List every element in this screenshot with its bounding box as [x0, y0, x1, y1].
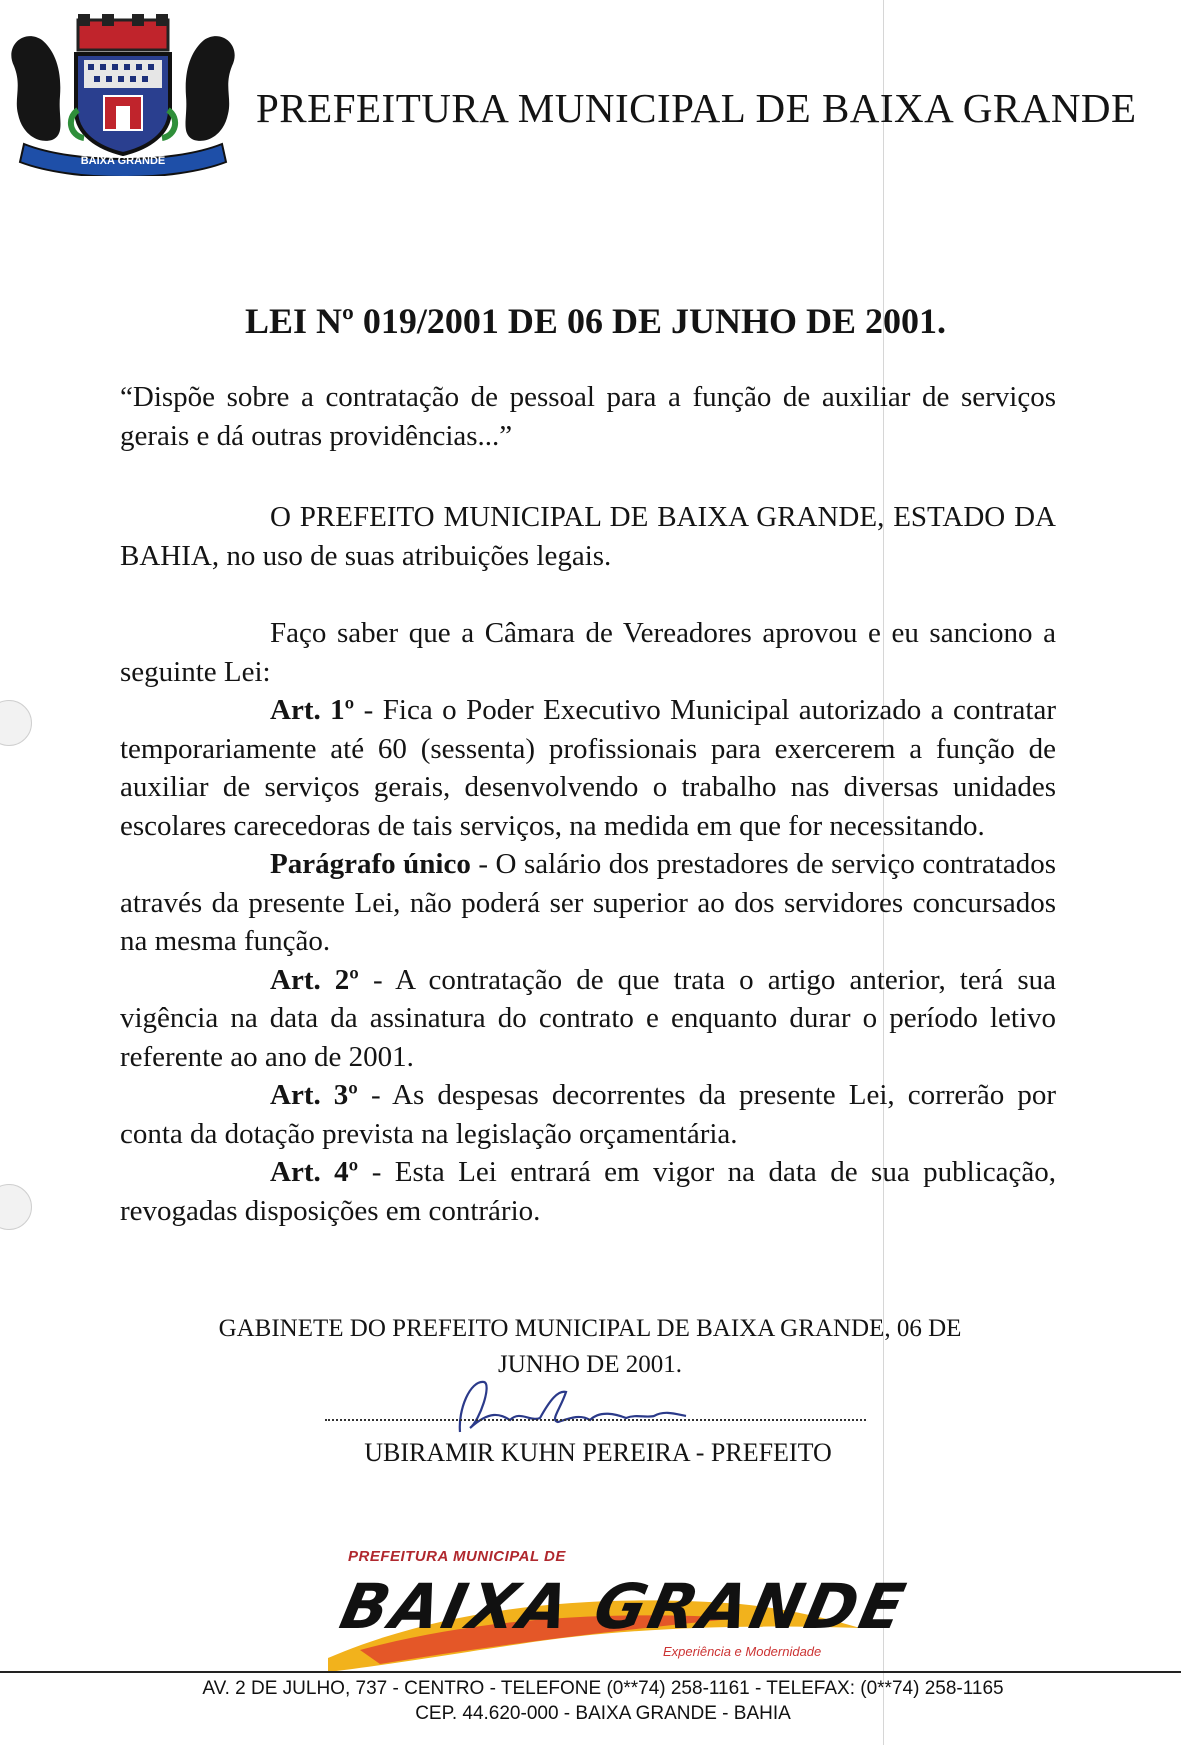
logo-tagline: Experiência e Modernidade [663, 1644, 822, 1659]
article-label: Art. 4º [270, 1156, 359, 1188]
law-title: LEI Nº 019/2001 DE 06 DE JUNHO DE 2001. [245, 301, 946, 341]
sole-paragraph [120, 845, 1056, 961]
preamble: O PREFEITO MUNICIPAL DE BAIXA GRANDE, ESTADO DA BAHIA, no uso de suas atribuições legais. [120, 501, 1056, 572]
ementa: “Dispõe sobre a contratação de pessoal para a função de auxiliar de serviços gerais e dá outras providências...” [120, 381, 1056, 452]
article-label: Art. 3º [270, 1079, 358, 1111]
municipal-crest-icon [4, 6, 242, 176]
logo-top-text: PREFEITURA MUNICIPAL DE [348, 1548, 566, 1565]
article-label: Art. 1º [270, 694, 355, 726]
enactment-clause: Faço saber que a Câmara de Vereadores aprovou e eu sanciono a seguinte Lei: [120, 617, 1056, 688]
footer-logo [320, 1540, 914, 1675]
article-text: - O salário dos prestadores de serviço contratados através da presente Lei, não poderá ser superior ao dos servidores concursados na mesma função. [120, 848, 1057, 957]
signer-name: UBIRAMIR KUHN PEREIRA - PREFEITO [364, 1438, 832, 1467]
closing-line-1: GABINETE DO PREFEITO MUNICIPAL DE BAIXA GRANDE, 06 DE [218, 1315, 962, 1342]
footer-divider [0, 1671, 1181, 1673]
header-title: PREFEITURA MUNICIPAL DE BAIXA GRANDE [256, 85, 1137, 131]
article-text: - Fica o Poder Executivo Municipal autorizado a contratar temporariamente até 60 (sessenta) profissionais para exercerem a função de auxiliar de serviços gerais, desenvolvendo o trabalho nas diversas unidades escolares carecedoras de tais serviços, na medida em que for necessitando. [120, 694, 1056, 842]
article-1 [120, 691, 1056, 845]
address-line-2: CEP. 44.620-000 - BAIXA GRANDE - BAHIA [415, 1703, 791, 1724]
article-label: Parágrafo único [270, 848, 471, 880]
article-text: - As despesas decorrentes da presente Lei, correrão por conta da dotação prevista na legislação orçamentária. [120, 1079, 1057, 1150]
body-text [120, 614, 1056, 1230]
article-label: Art. 2º [270, 963, 359, 996]
signature-icon [440, 1370, 770, 1440]
punch-hole-bottom [0, 1184, 32, 1230]
punch-hole-top [0, 700, 32, 746]
address-line-1: AV. 2 DE JULHO, 737 - CENTRO - TELEFONE (0**74) 258-1161 - TELEFAX: (0**74) 258-1165 [202, 1678, 1004, 1699]
signature-line [325, 1419, 866, 1421]
article-text: - A contratação de que trata o artigo anterior, terá sua vigência na data da assinatura do contrato e enquanto durar o período letivo referente ao ano de 2001. [120, 963, 1057, 1073]
footer-address [0, 1676, 1181, 1726]
crest-band-text: BAIXA GRANDE [80, 155, 166, 167]
article-4 [120, 1153, 1056, 1230]
article-2 [120, 961, 1056, 1077]
closing-line-2: JUNHO DE 2001. [497, 1351, 683, 1378]
logo-main-text: BAIXA GRANDE [334, 1570, 914, 1643]
article-3 [120, 1076, 1056, 1153]
article-text: - Esta Lei entrará em vigor na data de sua publicação, revogadas disposições em contrário. [120, 1156, 1056, 1227]
